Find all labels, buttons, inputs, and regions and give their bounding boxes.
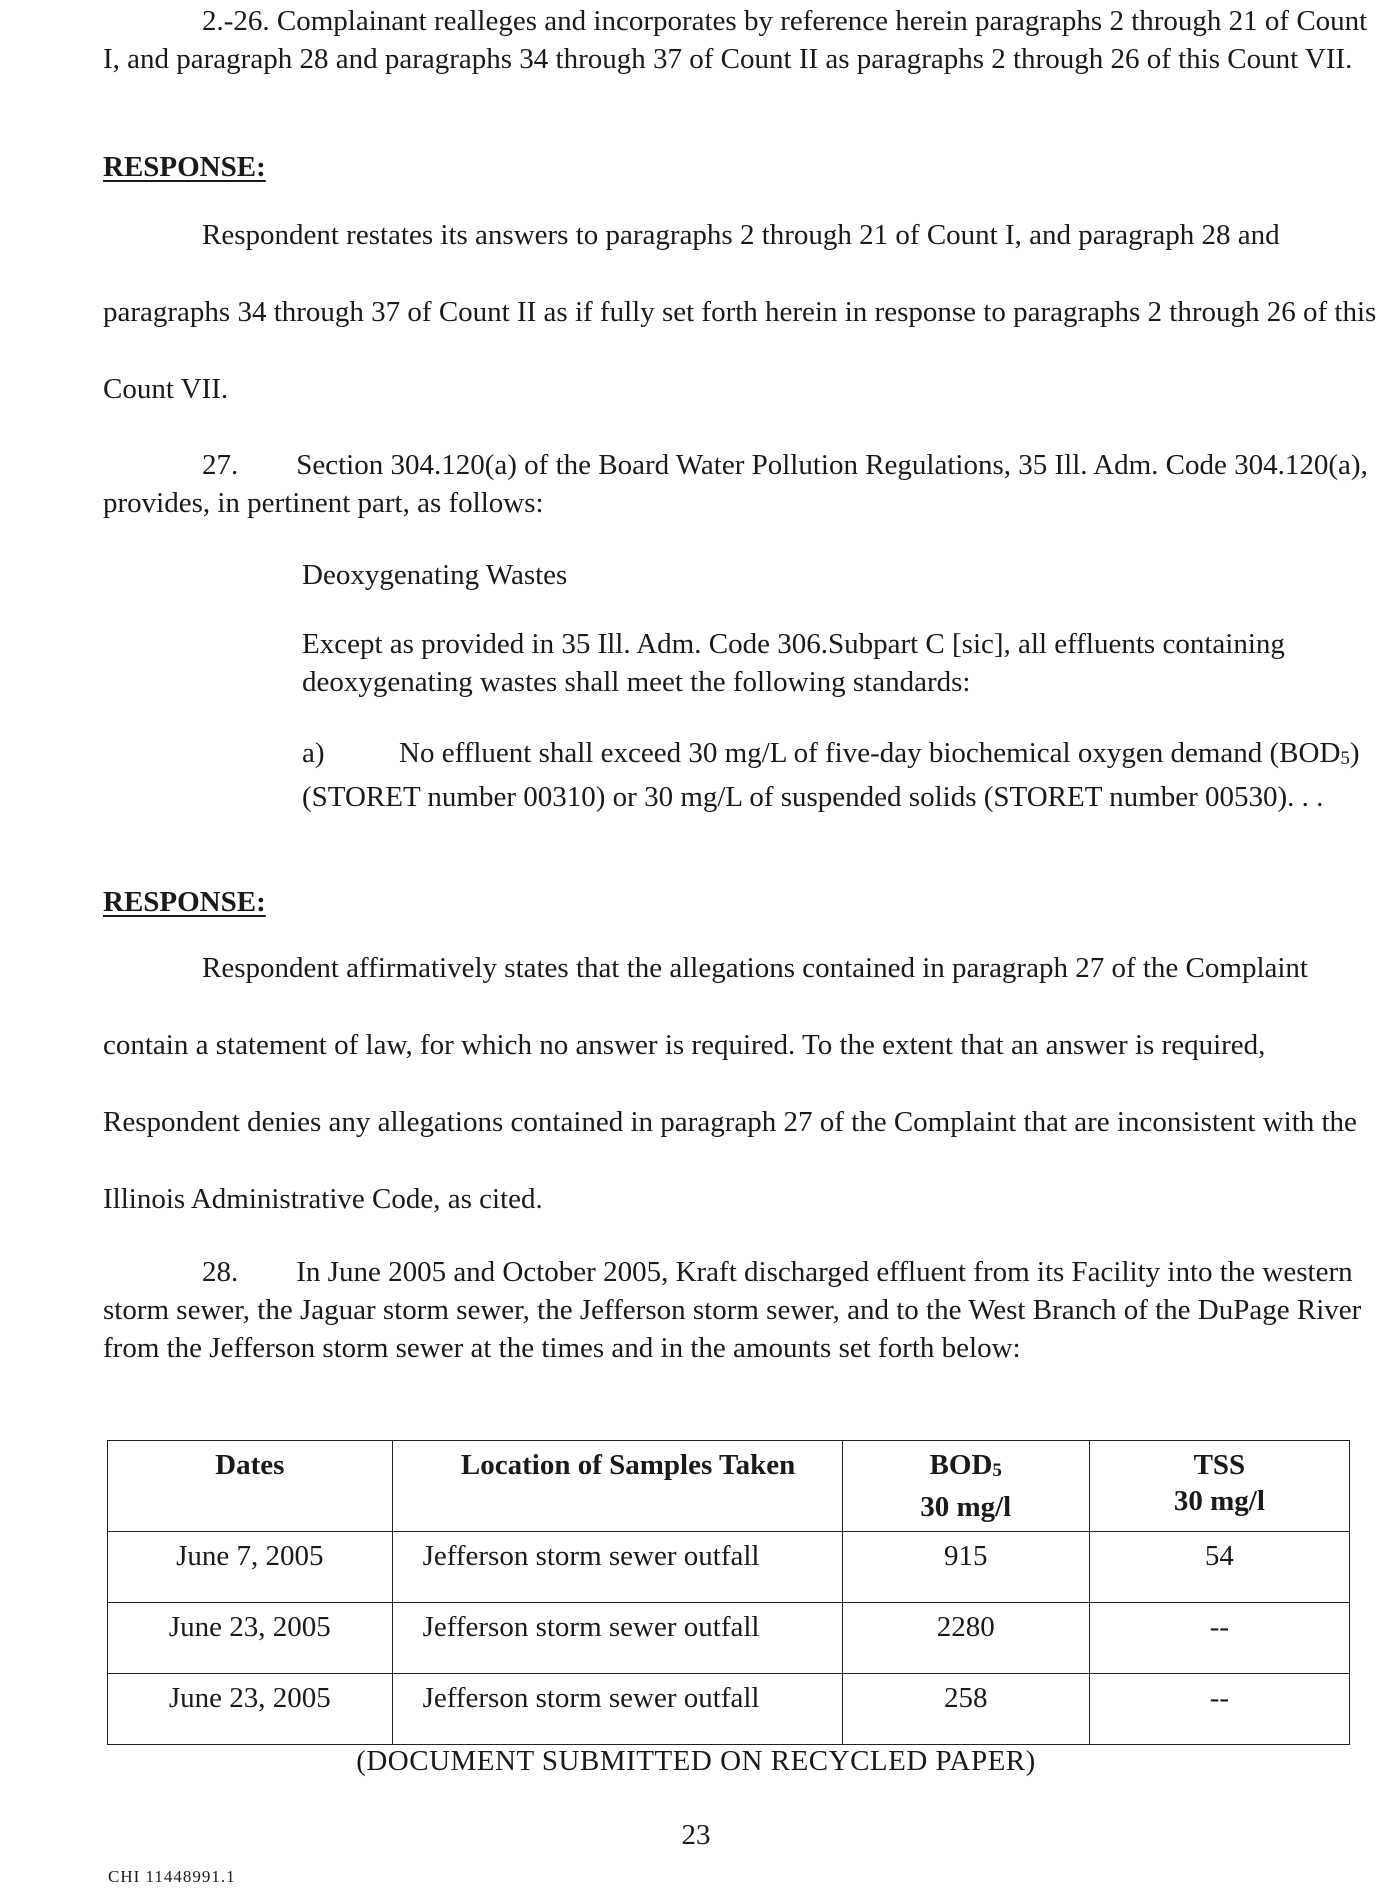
cell-location: Jefferson storm sewer outfall bbox=[392, 1674, 842, 1745]
quote-title: Deoxygenating Wastes bbox=[302, 559, 568, 591]
paragraph-27: 27. Section 304.120(a) of the Board Water Pollution Regulations, 35 Ill. Adm. Code 304.120(a), provides, in pertinent part, as follows: bbox=[103, 449, 1368, 519]
paragraph-28: 28. In June 2005 and October 2005, Kraft discharged effluent from its Facility into the western storm sewer, the Jaguar storm sewer, the Jefferson storm sewer, and to the West Branch of the DuPage River from the Jefferson storm sewer at the times and in the amounts set forth below: bbox=[103, 1256, 1362, 1364]
cell-bod: 2280 bbox=[842, 1603, 1089, 1674]
cell-date: June 23, 2005 bbox=[108, 1603, 393, 1674]
header-tss-limit: 30 mg/l bbox=[1173, 1485, 1265, 1517]
response-heading-1-block bbox=[103, 148, 1383, 186]
paragraph-2-26: 2.-26. Complainant realleges and incorporates by reference herein paragraphs 2 through 21 of Count I, and paragraph 28 and paragraphs 34 through 37 of Count II as paragraphs 2 through 26 of this Count VII. bbox=[103, 5, 1368, 75]
paragraph-28-block bbox=[103, 1253, 1383, 1367]
cell-tss: -- bbox=[1089, 1674, 1349, 1745]
page-number: 23 bbox=[681, 1819, 711, 1851]
cell-location: Jefferson storm sewer outfall bbox=[392, 1603, 842, 1674]
header-bod-limit: 30 mg/l bbox=[920, 1491, 1012, 1523]
header-bod bbox=[842, 1441, 1089, 1532]
table-header-row bbox=[108, 1441, 1350, 1532]
table-row bbox=[108, 1603, 1350, 1674]
cell-date: June 23, 2005 bbox=[108, 1674, 393, 1745]
header-location: Location of Samples Taken bbox=[392, 1441, 842, 1532]
cell-bod: 258 bbox=[842, 1674, 1089, 1745]
cell-tss: -- bbox=[1089, 1603, 1349, 1674]
quote-item-subscript: 5 bbox=[1340, 748, 1350, 769]
response-1-block bbox=[103, 197, 1383, 428]
header-tss bbox=[1089, 1441, 1349, 1532]
samples-table bbox=[107, 1440, 1350, 1745]
header-bod-label: BOD bbox=[929, 1449, 993, 1481]
table-row bbox=[108, 1674, 1350, 1745]
response-heading-2-block bbox=[103, 883, 1383, 921]
response-2-block bbox=[103, 930, 1383, 1238]
regulation-quote-intro-block bbox=[302, 625, 1387, 701]
cell-date: June 7, 2005 bbox=[108, 1532, 393, 1603]
quote-item-label: a) bbox=[302, 737, 325, 769]
response-paragraph: Respondent affirmatively states that the allegations contained in paragraph 27 of the Complaint contain a statement of law, for which no answer is required. To the extent that an answer is required, Respondent denies any allegations contained in paragraph 27 of the Complaint that are inconsistent with the Illinois Administrative Code, as cited. bbox=[103, 952, 1357, 1215]
cell-bod: 915 bbox=[842, 1532, 1089, 1603]
response-heading: RESPONSE: bbox=[103, 886, 266, 918]
header-tss-label: TSS bbox=[1193, 1449, 1246, 1481]
paragraph-2-26-block bbox=[103, 2, 1383, 78]
response-paragraph: Respondent restates its answers to paragraphs 2 through 21 of Count I, and paragraph 28 and paragraphs 34 through 37 of Count II as if fully set forth herein in response to paragraphs 2 through 26 of this Count VII. bbox=[103, 219, 1377, 405]
regulation-quote bbox=[302, 556, 1387, 594]
header-bod-subscript: 5 bbox=[992, 1460, 1002, 1481]
response-heading: RESPONSE: bbox=[103, 151, 266, 183]
recycled-paper-note: (DOCUMENT SUBMITTED ON RECYCLED PAPER) bbox=[356, 1745, 1036, 1777]
quote-item-a bbox=[302, 734, 1387, 816]
header-dates: Dates bbox=[108, 1441, 393, 1532]
document-id: CHI 11448991.1 bbox=[108, 1867, 236, 1886]
regulation-quote-item-block bbox=[302, 734, 1387, 816]
cell-tss: 54 bbox=[1089, 1532, 1349, 1603]
cell-location: Jefferson storm sewer outfall bbox=[392, 1532, 842, 1603]
quote-item-text-post: ) (STORET number 00310) or 30 mg/L of suspended solids (STORET number 00530). . . bbox=[302, 737, 1360, 813]
table-row bbox=[108, 1532, 1350, 1603]
quote-intro: Except as provided in 35 Ill. Adm. Code 306.Subpart C [sic], all effluents containing deoxygenating wastes shall meet the following standards: bbox=[302, 628, 1285, 698]
paragraph-27-block bbox=[103, 446, 1383, 522]
quote-item-text-pre: No effluent shall exceed 30 mg/L of five-day biochemical oxygen demand (BOD bbox=[399, 737, 1341, 769]
